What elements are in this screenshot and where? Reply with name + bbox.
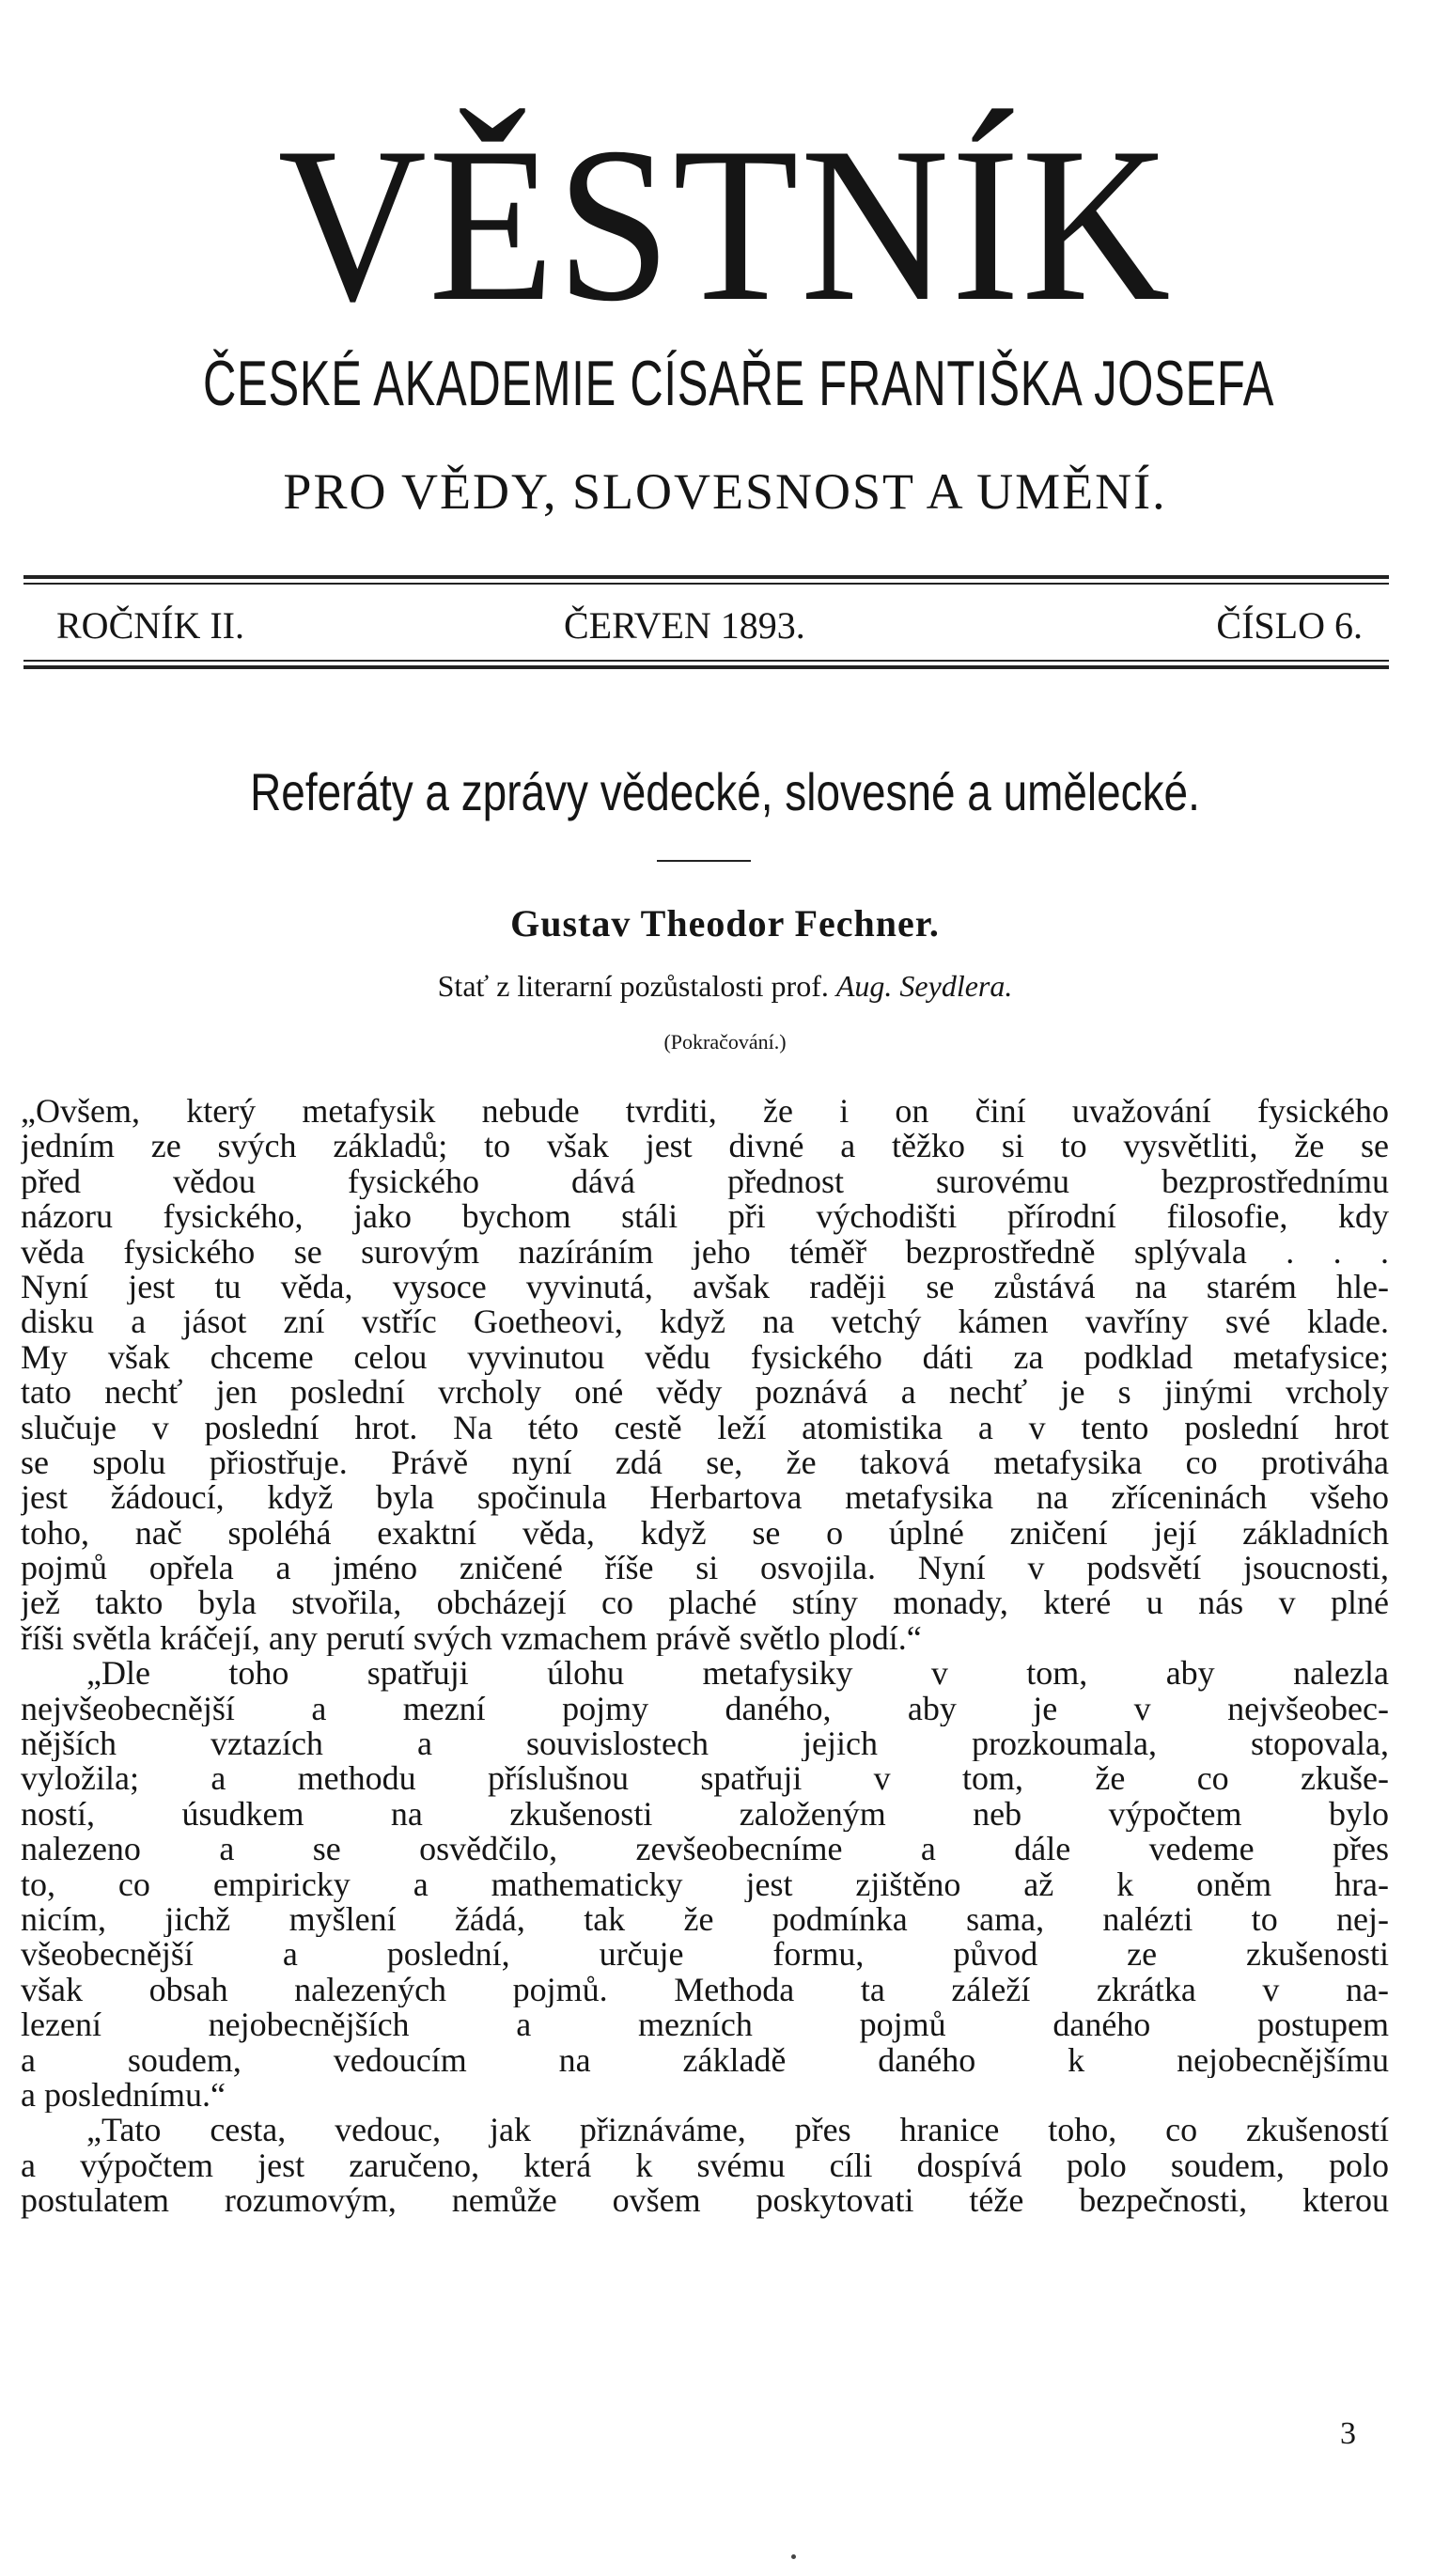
issue-number: ČÍSLO 6.	[1216, 604, 1363, 647]
body-line: lezení nejobecnějších a mezních pojmů daného postupem	[21, 2007, 1389, 2043]
academy-subtitle: PRO VĚDY, SLOVESNOST A UMĚNÍ.	[283, 463, 1167, 520]
issue-date: ČERVEN 1893.	[564, 604, 805, 647]
body-line: se spolu přiostřuje. Právě nyní zdá se, že taková metafysika co protiváha	[21, 1444, 1389, 1481]
body-line: postulatem rozumovým, nemůže ovšem poskytovati téže bezpečnosti, kterou	[21, 2183, 1389, 2219]
body-line: ností, úsudkem na zkušenosti založeným neb výpočtem bylo	[21, 1796, 1389, 1833]
body-line: nějších vztazích a souvislostech jejich prozkoumala, stopovala,	[21, 1726, 1389, 1762]
section-heading: Referáty a zprávy vědecké, slovesné a umělecké.	[250, 762, 1200, 821]
continued-note: (Pokračování.)	[663, 1030, 787, 1054]
page-number: 3	[1340, 2416, 1356, 2451]
body-line: My však chceme celou vyvinutou vědu fysického dáti za podklad metafysice;	[21, 1339, 1389, 1376]
header-rule-bottom	[23, 665, 1389, 669]
body-line: pojmů opřela a jméno zničené říše si osvojila. Nyní v podsvětí jsoucnosti,	[21, 1551, 1389, 1586]
byline-prefix: Stať z literarní pozůstalosti prof.	[437, 969, 836, 1003]
body-line: říši světla kráčejí, any perutí svých vzmachem právě světlo plodí.“	[21, 1620, 922, 1657]
header-rule-bottom-inner	[23, 660, 1389, 662]
body-line: „Ovšem, který metafysik nebude tvrditi, že i on činí uvažování fysického	[21, 1094, 1389, 1130]
body-line: nalezeno a se osvědčilo, zevšeobecníme a dále vedeme přes	[21, 1832, 1389, 1867]
body-line: „Tato cesta, vedouc, jak přiznáváme, přes hranice toho, co zkušeností	[86, 2113, 1389, 2148]
body-line: „Dle toho spatřuji úlohu metafysiky v tom, aby nalezla	[86, 1656, 1389, 1692]
academy-name: ČESKÉ AKADEMIE CÍSAŘE FRANTIŠKA JOSEFA	[203, 348, 1275, 419]
body-line: nejvšeobecnější a mezní pojmy daného, aby je v nejvšeobec-	[21, 1691, 1389, 1727]
body-line: jež takto byla stvořila, obcházejí co plaché stíny monady, které u nás v plné	[21, 1585, 1389, 1621]
header-rule-top-inner	[23, 583, 1389, 585]
body-line: Nyní jest tu věda, vysoce vyvinutá, avšak raději se zůstává na starém hle-	[21, 1269, 1389, 1305]
body-line: před vědou fysického dává přednost surovému bezprostřednímu	[21, 1163, 1389, 1200]
body-line: jedním ze svých základů; to však jest divné a těžko si to vysvětliti, že se	[21, 1129, 1389, 1164]
body-line: a poslednímu.“	[21, 2077, 226, 2114]
body-line: toho, nač spoléhá exaktní věda, když se o úplné zničení její základních	[21, 1515, 1389, 1552]
issue-volume: ROČNÍK II.	[56, 604, 244, 647]
article-title: Gustav Theodor Fechner.	[510, 902, 940, 945]
body-line: vyložila; a methodu příslušnou spatřuji v tom, že co zkuše-	[21, 1761, 1389, 1797]
body-line: tato nechť jen poslední vrcholy oné vědy poznává a nechť je s jinými vrcholy	[21, 1375, 1389, 1411]
print-speck	[791, 2554, 796, 2559]
issue-info	[56, 598, 1363, 654]
body-line: názoru fysického, jako bychom stáli při východišti přírodní filosofie, kdy	[21, 1199, 1389, 1235]
body-line: všeobecnější a poslední, určuje formu, původ ze zkušenosti	[21, 1937, 1389, 1973]
body-line: jest žádoucí, když byla spočinula Herbartova metafysika na zříceninách všeho	[21, 1480, 1389, 1516]
header-rule-top	[23, 575, 1389, 579]
body-line: nicím, jichž myšlení žádá, tak že podmínka sama, nalézti to nej-	[21, 1901, 1389, 1938]
section-divider	[657, 860, 751, 862]
body-line: však obsah nalezených pojmů. Methoda ta záleží zkrátka v na-	[21, 1972, 1389, 2008]
article-byline	[0, 963, 1450, 1008]
masthead-title: VĚSTNÍK	[277, 102, 1173, 348]
body-line: a výpočtem jest zaručeno, která k svému cíli dospívá polo soudem, polo	[21, 2147, 1389, 2184]
article-body	[21, 1094, 1389, 2219]
body-line: disku a jásot zní vstříc Goetheovi, když na vetchý kámen vavříny své klade.	[21, 1304, 1389, 1340]
body-line: to, co empiricky a mathematicky jest zjištěno až k oněm hra-	[21, 1866, 1389, 1902]
body-line: věda fysického se surovým nazíráním jeho téměř bezprostředně splývala . . .	[21, 1234, 1389, 1270]
body-line: slučuje v poslední hrot. Na této cestě leží atomistika a v tento poslední hrot	[21, 1410, 1389, 1445]
byline-author: Aug. Seydlera.	[835, 969, 1013, 1003]
body-line: a soudem, vedoucím na základě daného k nejobecnějšímu	[21, 2042, 1389, 2078]
